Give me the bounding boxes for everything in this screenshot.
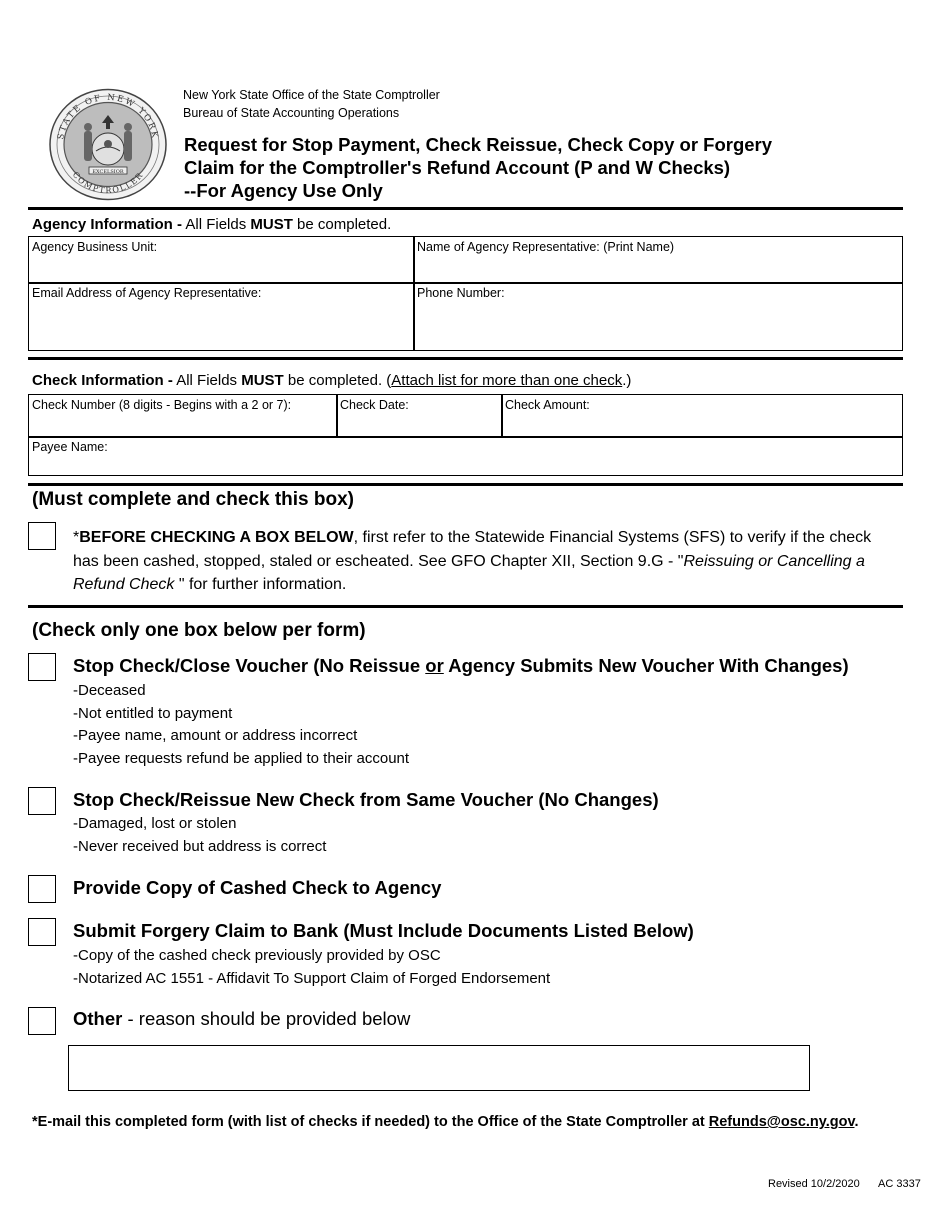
verify-sfs-instructions: *BEFORE CHECKING A BOX BELOW, first refer to the Statewide Financial Systems (SFS) to verify if the check has been cashed, stopped, staled or escheated. See GFO Chapter XII, Section 9.G - "Reissuing or Cancelling a Refund Check " for further information. [73,529,872,593]
forgery-claim-title: Submit Forgery Claim to Bank (Must Include Documents Listed Below) [73,920,694,941]
form-title: Request for Stop Payment, Check Reissue, Check Copy or Forgery Claim for the Comptroller's Refund Account (P and W Checks) --For Agency Use Only [184,134,773,201]
list-item: -Payee name, amount or address incorrect [73,727,358,744]
check-number-label: Check Number (8 digits - Begins with a 2 or 7): [32,398,292,412]
stop-check-reissue-reasons [73,813,326,858]
bureau-name: Bureau of State Accounting Operations [183,106,400,120]
check-number-field[interactable] [28,394,338,438]
check-info-heading: Check Information - All Fields MUST be completed. (Attach list for more than one check.) [32,372,632,389]
svg-text:COMPTROLLER: COMPTROLLER [70,170,146,196]
forgery-claim-checkbox[interactable] [28,918,56,946]
list-item: -Never received but address is correct [73,837,327,855]
svg-text:STATE OF NEW YORK: STATE OF NEW YORK [56,92,160,141]
phone-field[interactable] [413,282,903,351]
list-item: -Damaged, lost or stolen [73,815,237,832]
check-amount-field[interactable] [501,394,903,438]
check-date-label: Check Date: [340,398,409,412]
email-field[interactable] [28,282,415,351]
revision-date: Revised 10/2/2020 [768,1178,860,1190]
check-amount-label: Check Amount: [505,398,590,412]
state-seal [47,87,169,202]
representative-name-label: Name of Agency Representative: (Print Name) [417,240,675,254]
stop-check-reissue-checkbox[interactable] [28,787,56,815]
list-item: -Payee requests refund be applied to their account [73,749,410,767]
provide-copy-title: Provide Copy of Cashed Check to Agency [73,877,442,898]
other-title: Other - reason should be provided below [73,1008,411,1029]
payee-name-field[interactable] [28,436,903,476]
representative-name-field[interactable] [413,236,903,284]
stop-check-close-voucher-title: Stop Check/Close Voucher (No Reissue or Agency Submits New Voucher With Changes) [73,655,849,676]
list-item: -Deceased [73,682,146,699]
org-name: New York State Office of the State Comptroller [183,88,440,102]
list-item: -Not entitled to payment [73,704,233,722]
forgery-claim-documents [73,945,550,990]
stop-check-close-voucher-checkbox[interactable] [28,653,56,681]
divider [28,605,903,608]
options-heading: (Check only one box below per form) [32,620,366,641]
must-complete-heading: (Must complete and check this box) [32,489,354,510]
email-label: Email Address of Agency Representative: [32,286,262,300]
stop-check-reissue-title: Stop Check/Reissue New Check from Same Voucher (No Changes) [73,789,659,810]
agency-info-heading: Agency Information - All Fields MUST be completed. [32,216,392,233]
provide-copy-checkbox[interactable] [28,875,56,903]
email-instructions: *E-mail this completed form (with list of checks if needed) to the Office of the State Comptroller at Refunds@osc.ny.gov. [32,1114,859,1130]
divider [28,357,903,360]
other-reason-input[interactable] [68,1045,810,1091]
svg-text:EXCELSIOR: EXCELSIOR [92,169,124,175]
divider [28,483,903,486]
phone-label: Phone Number: [417,286,505,300]
divider [28,207,903,210]
stop-check-close-voucher-reasons [73,680,409,770]
list-item: -Copy of the cashed check previously provided by OSC [73,947,441,964]
refunds-email-link[interactable]: Refunds@osc.ny.gov [708,1114,855,1130]
other-checkbox[interactable] [28,1007,56,1035]
agency-business-unit-field[interactable] [28,236,415,284]
agency-business-unit-label: Agency Business Unit: [32,240,158,254]
form-number: AC 3337 [878,1178,921,1190]
payee-name-label: Payee Name: [32,440,108,454]
verify-sfs-checkbox[interactable] [28,522,56,550]
list-item: -Notarized AC 1551 - Affidavit To Support Claim of Forged Endorsement [73,969,551,987]
check-date-field[interactable] [336,394,503,438]
